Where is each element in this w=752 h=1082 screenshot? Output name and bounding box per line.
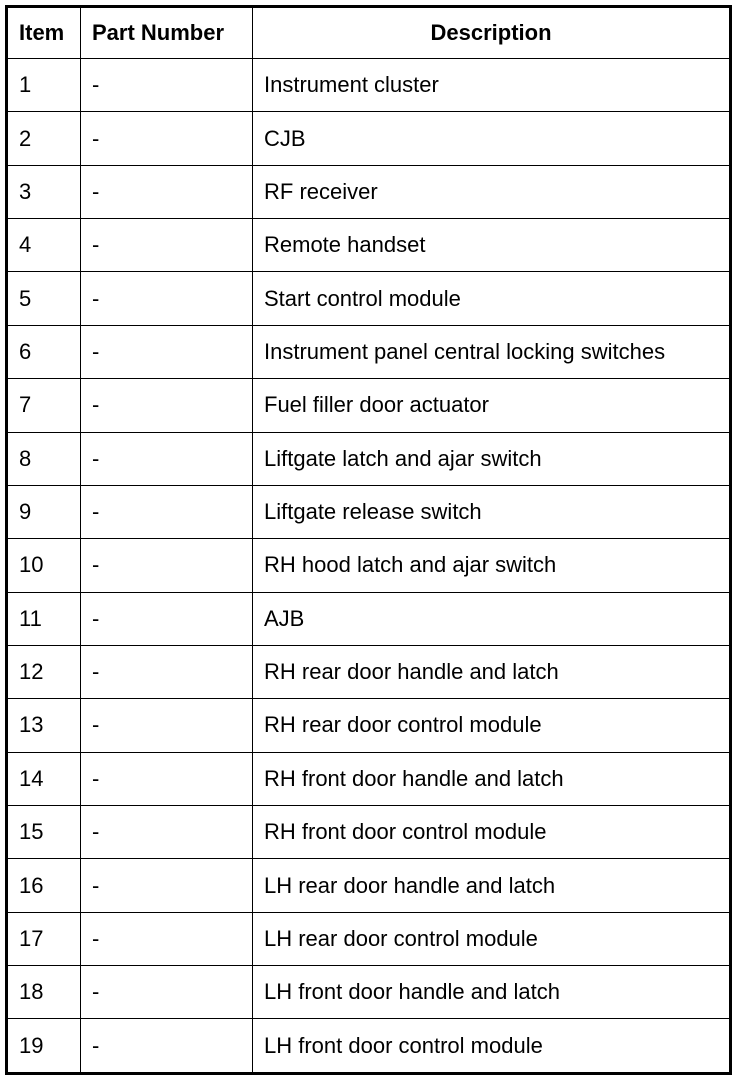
cell-description: CJB (253, 112, 731, 165)
cell-description: RF receiver (253, 165, 731, 218)
cell-item: 1 (7, 59, 81, 112)
cell-part-number: - (81, 806, 253, 859)
cell-description: RH rear door handle and latch (253, 645, 731, 698)
cell-part-number: - (81, 219, 253, 272)
cell-description: Liftgate release switch (253, 485, 731, 538)
cell-description: Fuel filler door actuator (253, 379, 731, 432)
cell-item: 13 (7, 699, 81, 752)
cell-item: 2 (7, 112, 81, 165)
table-row (7, 592, 731, 645)
cell-part-number: - (81, 645, 253, 698)
table-header (7, 7, 731, 59)
cell-description: LH front door handle and latch (253, 966, 731, 1019)
table-row (7, 752, 731, 805)
table-row (7, 59, 731, 112)
cell-part-number: - (81, 912, 253, 965)
cell-description: RH front door handle and latch (253, 752, 731, 805)
header-row (7, 7, 731, 59)
cell-part-number: - (81, 859, 253, 912)
cell-item: 19 (7, 1019, 81, 1074)
table-row (7, 912, 731, 965)
cell-item: 14 (7, 752, 81, 805)
cell-item: 6 (7, 325, 81, 378)
cell-description: RH rear door control module (253, 699, 731, 752)
header-description: Description (253, 7, 731, 59)
cell-part-number: - (81, 966, 253, 1019)
cell-part-number: - (81, 272, 253, 325)
table-row (7, 272, 731, 325)
cell-part-number: - (81, 539, 253, 592)
cell-item: 15 (7, 806, 81, 859)
table-row (7, 325, 731, 378)
cell-part-number: - (81, 1019, 253, 1074)
table-row (7, 219, 731, 272)
table-row (7, 379, 731, 432)
table-row (7, 859, 731, 912)
cell-part-number: - (81, 432, 253, 485)
cell-description: Start control module (253, 272, 731, 325)
header-item: Item (7, 7, 81, 59)
table-row (7, 806, 731, 859)
cell-part-number: - (81, 112, 253, 165)
table-row (7, 539, 731, 592)
cell-description: Remote handset (253, 219, 731, 272)
cell-part-number: - (81, 379, 253, 432)
cell-item: 16 (7, 859, 81, 912)
cell-description: LH rear door control module (253, 912, 731, 965)
cell-part-number: - (81, 699, 253, 752)
cell-description: Instrument panel central locking switches (253, 325, 731, 378)
cell-description: AJB (253, 592, 731, 645)
cell-item: 5 (7, 272, 81, 325)
cell-item: 4 (7, 219, 81, 272)
table-body (7, 59, 731, 1074)
cell-description: LH rear door handle and latch (253, 859, 731, 912)
cell-item: 9 (7, 485, 81, 538)
cell-part-number: - (81, 485, 253, 538)
table-row (7, 1019, 731, 1074)
cell-description: LH front door control module (253, 1019, 731, 1074)
cell-item: 3 (7, 165, 81, 218)
cell-item: 10 (7, 539, 81, 592)
cell-description: RH front door control module (253, 806, 731, 859)
cell-item: 11 (7, 592, 81, 645)
header-part-number: Part Number (81, 7, 253, 59)
cell-item: 7 (7, 379, 81, 432)
parts-table (5, 5, 732, 1075)
cell-part-number: - (81, 325, 253, 378)
table-row (7, 645, 731, 698)
cell-part-number: - (81, 59, 253, 112)
cell-item: 17 (7, 912, 81, 965)
cell-part-number: - (81, 592, 253, 645)
table-row (7, 485, 731, 538)
cell-part-number: - (81, 752, 253, 805)
table-row (7, 165, 731, 218)
table-row (7, 432, 731, 485)
cell-item: 18 (7, 966, 81, 1019)
cell-description: Liftgate latch and ajar switch (253, 432, 731, 485)
cell-item: 8 (7, 432, 81, 485)
table-row (7, 966, 731, 1019)
cell-part-number: - (81, 165, 253, 218)
cell-description: RH hood latch and ajar switch (253, 539, 731, 592)
cell-item: 12 (7, 645, 81, 698)
table-row (7, 112, 731, 165)
table-row (7, 699, 731, 752)
cell-description: Instrument cluster (253, 59, 731, 112)
